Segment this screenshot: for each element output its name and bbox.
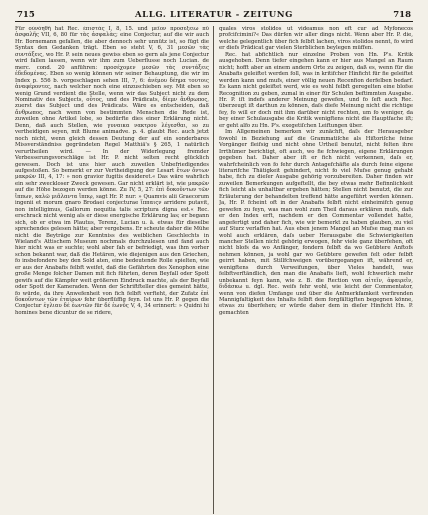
paragraph: Für οὐνόηθῆ hat Rec. ἐπιστὰς I, 8, 15. und μεῖον προσεξειω πῦ ἀσφαλῆς VII, 6, 80 für τὰς ἀσφαλὰς; eine Conjectur, auf die wir auch Hr. Bornemann gefallen, die aber dennoch sehr unnütz ist, so fügt die Syntax den Gedanken trägt. Eben so steht V, 6, 31 μεσῶν τὰς συντάξεις, wo Hr. P. sein neues gewiss eben so gern als jene Conjectur wird fallen lassen, wenn wir ihm zum Ueberflusse noch Lucian. de merc. cond. 20 anführen: προσέχομεν μεσῶν τὰς συντάξεις ἐδεδομένας. Eben so wenig können wir seiner Behauptung, die wir im Index p. 556 b. vorgeschlagen sehen III, 7, 6: ἀνέμου δέημα τουτοις ἀναφέροντες, nach welcher noch eine einzuschieben sey. Mit eben so wenig Grund verdient die Stelle, wenn wir das Subject nicht zu dem Nominativ des Subjects, οὗτος, und des Prädicats, δίεμν ἄνθρωπος, zuerst das Subject und des Prädicats. Wäre es entscheiden, daß ἄνθρωπος, nach wenn von bestimmten Menschen die Rede ist, zuweilen ohne Artikel lobe, so bedürfte dies einer Erklärung nicht. Denn, daß auch Stellen, wie γυναικα νακτρου λέγεσθαι, so zu vertheidigen seyen, mit Blume animadve. p. 4. glaubt Rec. auch jetzt noch nicht, wenn gleich dessen Deutung der auf ein sonderbares Missverständniss gegründeten Regel Matthiä's § 265, 1 natürlich verurtheilen wird. — In der Widerlegung fremder Verbesserungsvorschläge ist Hr. P. nicht selten recht glücklich gewesen. Doch ist uns hier auch zuweilen Unbefriedigendes aufgestoßen. So bemerkt er zur Vertheidigung der Lesart ἔτων ὄντων μακρῶν III, 4, 17: » non gravior fugitis desideret.« Das wäre wahrlich ein sehr zweckloser Zweck gewesen. Gar nicht erklärt ist, wie μακρῶν auf die Höhe bezogen werden könne. Zu IV, 5, 27: ἐπὶ δοκοῦντων τῶν ἵππων, καλῶ μιᾶλαντα ἵππῳ, sagt Hr. P. nur: » Quamvis alii Graecorum ingenii et morum gnaro Brodaei conjecturae ἵππαιςν arridere putavit, non intelligimus, Gallorum nequitia talis scriptura digna est.« Rec. erschrack nicht wenig als er diese energische Erklärung las; er begann sich, ob er etwa im Plautus, Terenz, Lucian u. ä. etwas für dieselbe sprechendes gelesen hätte; aber vergebens. Er scheute daher die Mühe nicht die Beyträge zur Kenntniss des weiblichen Geschlechts in Wieland's Attischem Museum nochmals durchzulesen und fand auch hier nicht was er suchte; wohl aber fah er befriedigt, was ihm vorher schon bekannt war, daß die Hetären, wie diejenigen aus den Griechen, fo insbefondere bey den Sold aten, eine bedeutende Rolle spielten, wie er aus der Anabafis felbft weifet, daß die Gefährten des Xenophon eine große Menge folcher Damen mit fich führten, deren Beyfall oder Spott gewifs auf die Kämpfer weit größeren Eindruck machte, als der Beyfall oder Spott der Kameraden. Wenn der Schriftfteller dies gemeint hätte, fo würde, da ihre Anwefenheit von fich felbft verfteht, der Zufatz ἐπὶ δοκοῦντων τῶν ἑταίρων fehr überflüffig feyn. Ist uns Hr. P. gegen die Conjectur ἐγλιαυ δέ ἐωντῶν für δέ ἐωνῦς V, 4, 34 erinnert: » Quidni hi homines bene dicuntur de se ridere, <box>15 26 209 316</box>
text-columns <box>15 26 413 512</box>
page-number-left: 715 <box>17 10 35 20</box>
paragraph: Im Allgemeinen bemerken wir zunächft, daſs der Herausgeber fowohl in Beziehung auf die Grammatiſche als Hiſtoriſche feine Vorgänger fleifsig und nicht ohne Urtheil benutzt, nicht felten ihre Irrthümer berichtigt, oft auch, wo fie fchwiegen, eigene Erklärungen gegeben hat. Daher aber iſt er fich nicht verkennen, daſs er, wahrfcheinlich von fo fehr durch Antagefchäfte als durch feine eigene literarifche Thätigkeit gehindert, nicht fo viel Mufse genug gehabt habe, fich zu dieſer Ausgabe gehörig vorzubereiten. Daher finden wir zuweilen Bemerkungen aufgeftellt, die bey etwas mehr Befinnlichkeit fich leicht als unhaltbar ergeben hätten; Stellen nicht benutzt, die zur Erläuterung der behandelten treffend hätte angeführt werden können. Ja, Hr. P. fcheint oft in der Anabafis felbft nicht einheimifch genug gewefen zu feyn, was man wohl zum Theil daraus erklären mufs, dafs er den Index erft, nachdem er den Commentar vollendet hatte, angefertigt und daher fich, wie wir bemerkt zu haben glauben, zu viel auf Sturz verlaffen hat. Aus eben jenem Mangel an Mufse mag man es wohl auch erklären, daſs ueber Herausgabe die Schwierigkeiten mancher Stellen nicht gehörig erwogen, fehr viele ganz überfehen, oft nicht blofs da wo Anfänger, fondern felbft da wo Geübtere Anftofs nehmen können, ja wohl gar wo Geübtere gewefen felt oder felbft geirrt haben, mit Stillfchweigen vorübergegangen ift, während er, wenigftens durch Verweifungen, über Vieles handelt, was felbftverftändlich, den man die Anabafis lieft, wohl fchwerlich mehr unbekannt feyn kann, wie z. B. die Rection von αἰτεῖν, ἀφαιρεῖν, διδάσκω u. dgl. Rec. weifs fehr wohl, wie leicht der Commentator, wenn von diefen Umfange und über die Anfmerkfamkeit verfirenden Mannigfaltigkeit des Inhalts felbft dem forgfältigften begegnen könne, etwas zu überfehen; er würde daher dem in dieſer Hinficht Hn. P. gemachten <box>219 129 413 316</box>
running-header <box>15 6 413 22</box>
page-number-right: 718 <box>393 10 411 20</box>
column-right <box>219 26 413 512</box>
column-left <box>15 26 209 512</box>
column-divider <box>213 26 214 514</box>
journal-title: ALLG. LITERATUR - ZEITUNG <box>134 10 294 20</box>
paragraph: Rec. hat abfichtlich nur einzelne Proben von Hn. P's. Kritik ausgehoben. Denn tiefer eingehen kann er hier aus Mangel an Raum nicht; hofft aber an einem andern Orte zu zeigen, daß es, wenn für die Anabafis geleiftet werden foll, was in kritifcher Hinficht für fie geleiftet werden kann und mufs, einer völlig neuen Recenfion derfelben bedarf. Es kann nicht geleiftet werd, wie es wohl felbft geregelten eine blofse Recognition zu geben, zumal in einer für Schulen beftimmten Ausgabe. Hr. P. iſt indefs anderer Meinung gewefen, und fo ſeft auch Rec. überzeugt iſt darthun zu können, daſs diefe Meinung nicht die richtige fey, fo will er doch mit ihm darüber nicht rechten, um fo weniger, da bey einer Schulausgabe die Kritik wenigftens nicht die Hauptfache iſt; er geht alfo zu Hn. P's. exegetiſchen Leiftungen über. <box>219 51 413 129</box>
paragraph: quales viros stolidos ut videamus non eft cur ad Myfonecos profcifcimini?« Das dürfen wir aller dings nicht. Wenn aber Hr. P. die, welche gelegentlich über fich felbft lachen, viros stolidos nennt, fo wird er diefs Prädicat gar vielen Sterblichen beylegen müffen. <box>219 26 413 52</box>
